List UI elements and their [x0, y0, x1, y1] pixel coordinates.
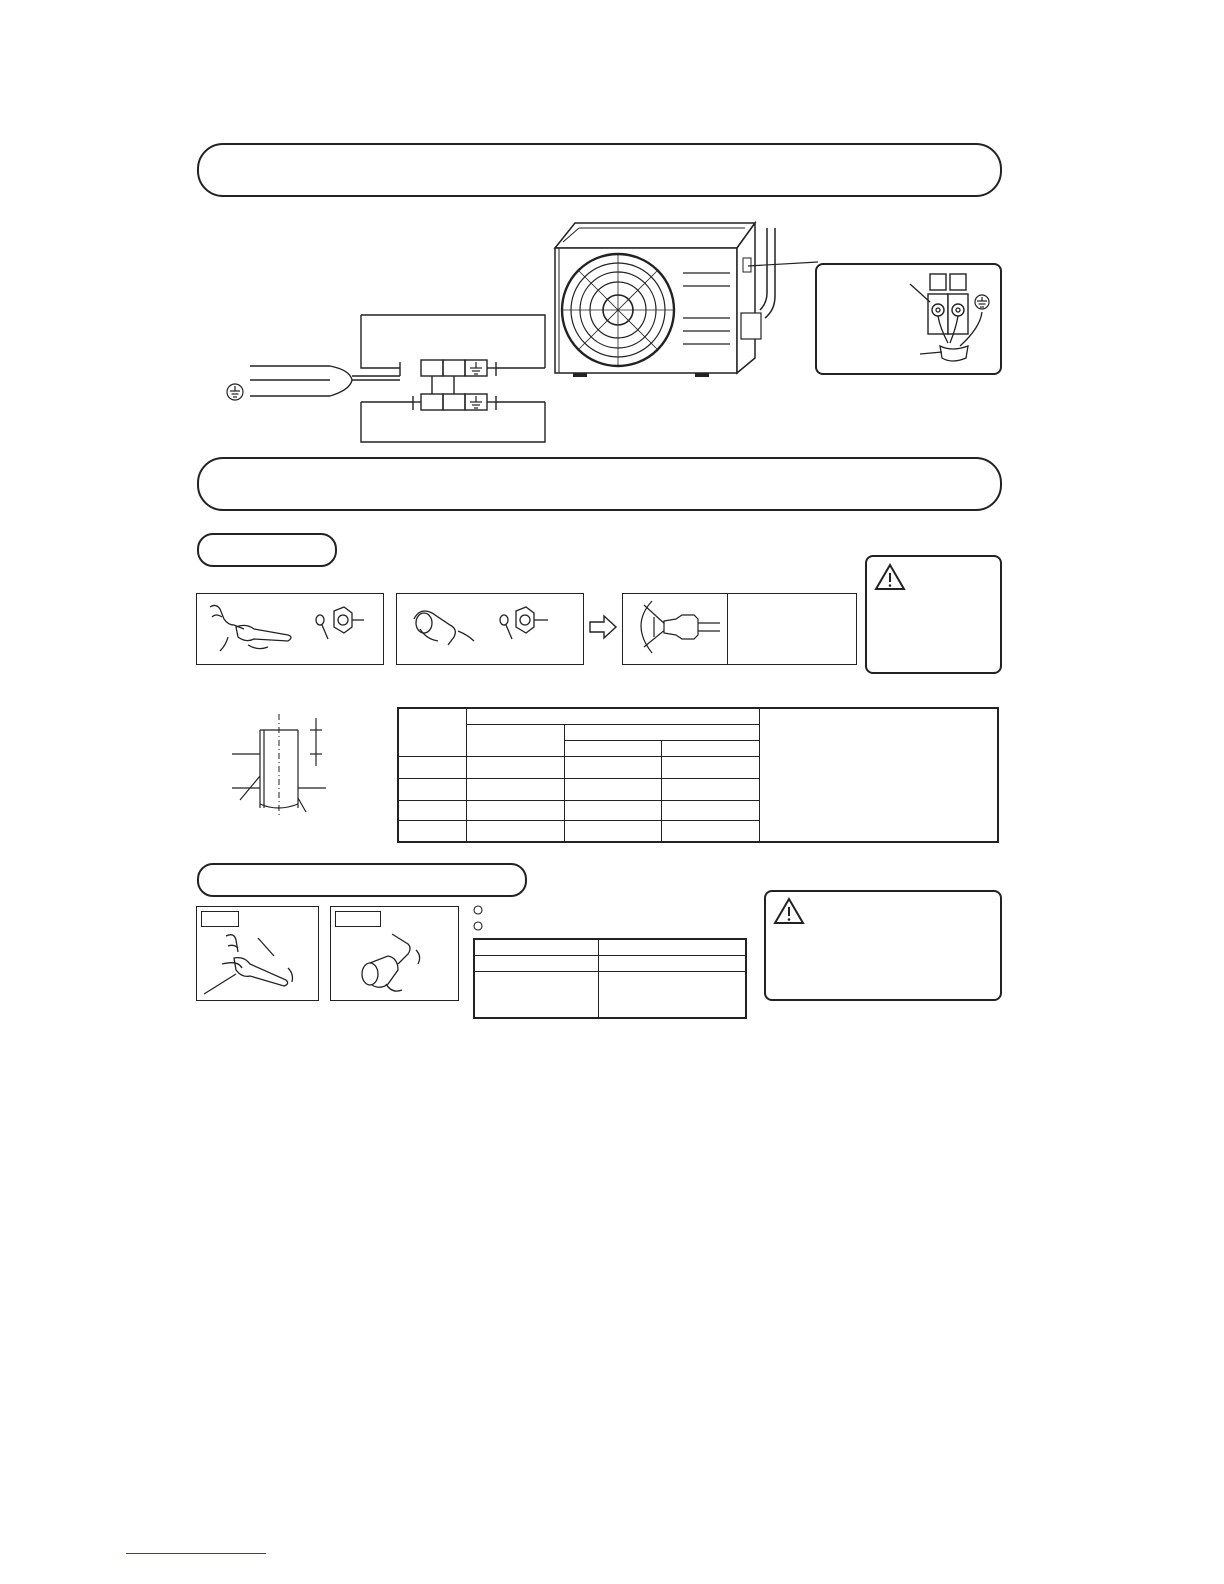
subsection-label-flaring: [197, 533, 337, 567]
pipe-dimension-illustration: [222, 708, 342, 818]
flare-gauge-illustration: [624, 595, 724, 661]
ground-symbol-icon: [227, 384, 243, 400]
fan-grille: [562, 254, 674, 366]
step-box-3-divider: [727, 593, 728, 665]
footer-link[interactable]: [126, 1553, 266, 1554]
outdoor-unit-illustration: [555, 218, 775, 388]
arrow-right-icon: [588, 614, 618, 640]
valve-icon: [398, 595, 578, 661]
table-row: [474, 971, 746, 1018]
wrench-icon: [198, 595, 378, 661]
connect-box-1-tag: [201, 911, 239, 927]
warning-triangle-icon: [773, 897, 805, 925]
table-row: [474, 955, 746, 971]
warning-triangle-icon: [874, 563, 906, 591]
flare-nut-icon: [316, 607, 364, 639]
terminal-detail-illustration: [900, 268, 1000, 368]
wrench-connect-icon: [198, 928, 314, 998]
section-header-wiring: [197, 143, 1002, 197]
flare-dimension-table: [397, 707, 999, 843]
torque-table: [473, 938, 747, 1019]
valve-connect-icon: [332, 928, 452, 998]
subsection-label-connecting: [197, 863, 527, 897]
bullet-list-icons: [472, 904, 486, 934]
section-header-piping: [197, 457, 1002, 511]
ground-terminal-icon: [975, 295, 989, 309]
connect-box-2-tag: [335, 911, 381, 927]
